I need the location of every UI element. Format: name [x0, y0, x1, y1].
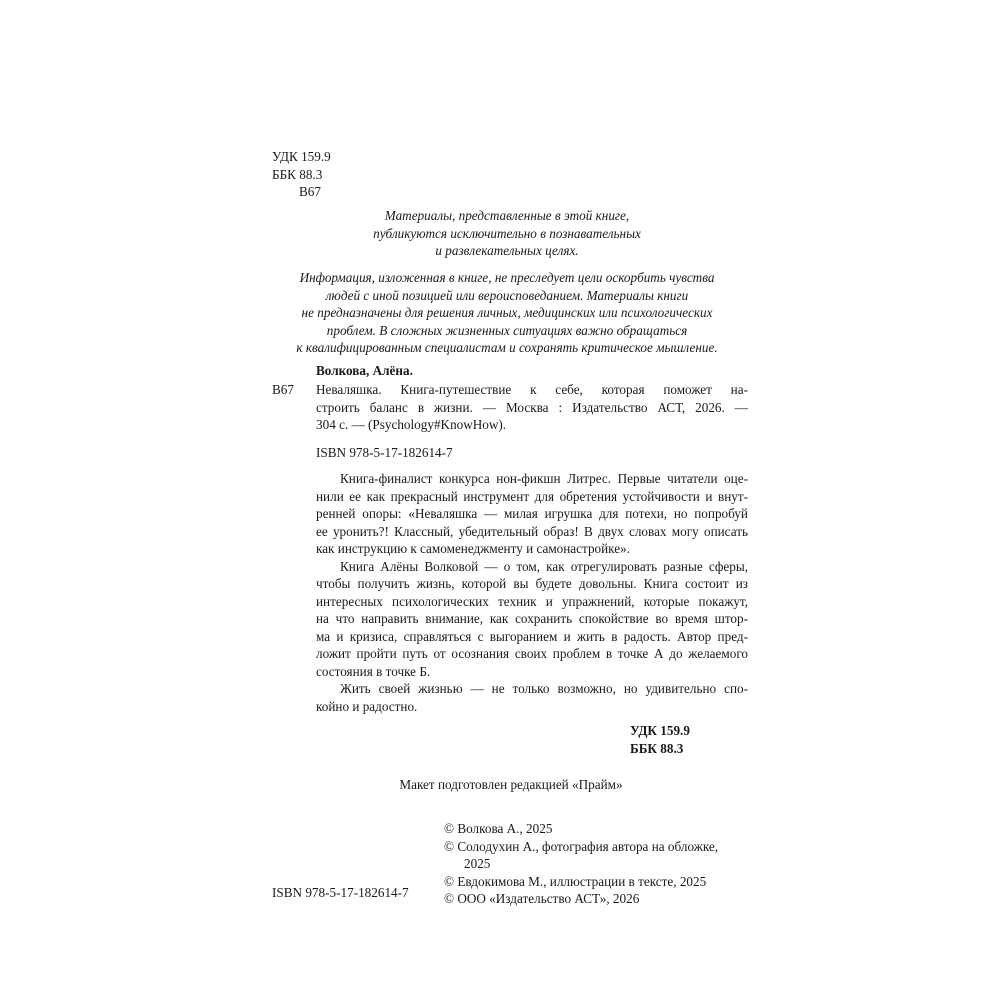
- annotation-paragraph: Жить своей жизнью — не только возможно, но удивительно спо- койно и радостно.: [316, 681, 748, 714]
- copyright-block: [444, 820, 718, 908]
- author-mark: В67: [299, 184, 321, 199]
- classification-codes: [272, 148, 331, 201]
- annotation: [316, 470, 748, 715]
- copyright-line: © Волкова А., 2025: [444, 821, 553, 836]
- bibliography-code: В67: [272, 382, 294, 397]
- udk-code-bottom: УДК 159.9: [630, 723, 690, 738]
- annotation-paragraph: Книга Алёны Волковой — о том, как отрегулировать разные сферы, чтобы получить жизнь, которой вы будете довольны. Книга состоит из интересных психологических техник и упражнений, которые покажут, на что направить внимание, как сохранить спокойствие во время штор- ма и кризиса, справляться с выгоранием и жить в радость. Автор пред- ложит пройти путь от осознания своих проблем в точке А до желаемого состояния в точке Б.: [316, 558, 748, 679]
- annotation-paragraph: Книга-финалист конкурса нон-фикшн Литрес. Первые читатели оце- нили ее как прекрасный инструмент для обретения устойчивости и внут- ренней опоры: «Неваляшка — милая игрушка для потехи, но попробуй ее уронить?! Классный, убедительный образ! В двух словах могу описать как инструкцию к самоменеджменту и самонастройке».: [316, 471, 748, 556]
- copyright-line: © ООО «Издательство АСТ», 2026: [444, 891, 640, 906]
- classification-codes-bottom: [630, 722, 748, 757]
- bibliography-isbn: ISBN 978-5-17-182614-7: [316, 445, 453, 460]
- layout-credit: Макет подготовлен редакцией «Прайм»: [399, 777, 623, 792]
- disclaimer-information: Информация, изложенная в книге, не преследует цели оскорбить чувства людей с иной позицией или вероисповеданием. Материалы книги не предназначены для решения личных, медицинских или психологических проблем. В сложных жизненных ситуациях важно обращаться к квалифицированным специалистам и сохранять критическое мышление.: [296, 270, 718, 355]
- bibliography-author: Волкова, Алёна.: [316, 363, 413, 378]
- isbn-bottom: ISBN 978-5-17-182614-7: [272, 885, 409, 900]
- bbk-code: ББК 88.3: [272, 166, 323, 182]
- copyright-line: © Евдокимова М., иллюстрации в тексте, 2025: [444, 873, 707, 889]
- copyright-line: © Солодухин А., фотография автора на обложке,: [444, 838, 719, 854]
- udk-code: УДК 159.9: [272, 149, 331, 164]
- bibliography-description: Неваляшка. Книга-путешествие к себе, которая поможет на- строить баланс в жизни. — Москва : Издательство АСТ, 2026. — 304 с. — (Psychology#KnowHow).: [316, 382, 748, 432]
- bbk-code-bottom: ББК 88.3: [630, 740, 684, 756]
- copyright-line-continued: 2025: [464, 856, 491, 871]
- disclaimer-purpose: Материалы, представленные в этой книге, публикуются исключительно в познавательных и развлекательных целях.: [373, 208, 641, 258]
